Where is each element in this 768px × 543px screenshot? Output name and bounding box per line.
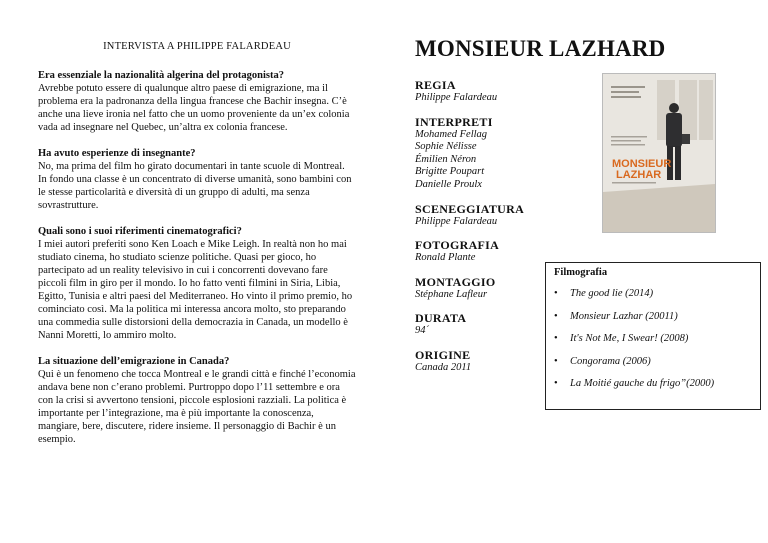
list-item [554,287,752,300]
bullet-dot-icon: • [554,333,558,344]
interview-qa-2 [38,147,356,212]
bullet-dot-icon: • [554,355,558,367]
credit-value: Sophie Nélisse [415,141,477,153]
credit-value: Danielle Proulx [415,178,482,190]
credit-label: FOTOGRAFIA [415,238,500,253]
bullet-dot-icon: • [554,378,558,389]
poster-text-line [611,91,639,93]
filmography-box [545,262,761,410]
interview-question: Quali sono i suoi riferimenti cinematografici? [38,226,242,237]
interview-answer: No, ma prima del film ho girato documentari in tante scuole di Montreal. In fondo una classe è un concentrato di diverse umanità, sono bambini con le stesse particolarità e diversità di un gruppo di adulti, ma senza sovrastrutture. [38,161,352,211]
credit-fotografia [415,238,595,265]
credit-value: Stéphane Lafleur [415,288,488,300]
credit-interpreti [415,115,595,192]
interview-qa-4 [38,355,356,446]
movie-poster [602,73,716,233]
interview-answer: I miei autori preferiti sono Ken Loach e Mike Leigh. In realtà non ho mai studiato cinema, ho studiato scienze politiche. Quasi per gioco, ho partecipato ad un reality televisivo in cui i concorrenti dovevano fare piccoli film in giro per il mondo. Io ho fatto venti filmini in Siria, Libia, Egitto, Tunisia e altri paesi del Mediterraneo. Ho vinto il primo premio, ho cominciato così. Ma la politica mi interessa ancora molto, sto preparando una commedia sulle distorsioni della democrazia in Canada, un modello è Nanni Moretti, lo ammiro molto. [38,239,353,341]
interview-answer: Avrebbe potuto essere di qualunque altro paese di emigrazione, ma il problema era la padronanza della lingua francese che Bachir insegna. C’è anche una lieve ironia nel fatto che un uomo proveniente da un’ex colonia vada ad insegnare nel Quebec, un’altra ex colonia francese. [38,83,350,133]
list-item [554,332,752,345]
interview-question: Ha avuto esperienze di insegnante? [38,148,196,159]
poster-title-line2: LAZHAR [616,169,662,181]
filmography-item-label: Monsieur Lazhar (20011) [570,310,678,322]
credit-value: 94´ [415,325,429,337]
filmography-title: Filmografia [554,267,608,278]
interview-question: La situazione dell’emigrazione in Canada? [38,356,230,367]
credit-value: Philippe Falardeau [415,215,498,227]
credit-label: SCENEGGIATURA [415,201,525,216]
poster-text-line [611,86,645,88]
poster-figure-body [666,113,682,147]
list-item [554,310,752,323]
list-item [554,355,752,368]
film-title: MONSIEUR LAZHARD [415,36,666,61]
bullet-dot-icon: • [554,288,558,299]
credit-label: DURATA [415,311,467,326]
interview-title: INTERVISTA A PHILIPPE FALARDEAU [103,41,291,52]
poster-text-line [611,144,645,146]
poster-title-line1: MONSIEUR [612,158,672,170]
credit-value: Canada 2011 [415,361,472,373]
credit-value: Émilien Néron [415,153,477,165]
poster-floor [603,184,715,232]
interview-qa-3 [38,225,356,342]
movie-poster-image [603,74,715,232]
bullet-dot-icon: • [554,310,558,322]
filmography-item-label: Congorama (2006) [570,355,651,367]
poster-text-line [611,140,641,142]
credit-regia [415,78,595,105]
poster-figure-bag [682,134,690,144]
poster-text-line [612,182,656,184]
filmography-item-label: The good lie (2014) [570,288,654,299]
interview-qa-1 [38,69,356,134]
poster-figure-leg [675,146,681,180]
credit-value: Mohamed Fellag [415,128,488,140]
filmography-item-label: La Moitié gauche du frigo”(2000) [570,378,715,389]
list-item [554,377,752,390]
credit-label: ORIGINE [415,347,471,362]
poster-figure-head [669,103,679,113]
credit-sceneggiatura [415,202,595,229]
credit-label: REGIA [415,78,456,92]
interview-answer: Qui è un fenomeno che tocca Montreal e le grandi città e finché l’economia andava bene non c’erano problemi. Purtroppo dopo l’11 settembre e ora con la crisi si avvertono tensioni, piccole esplosioni razziali. La politica è importante per l’integrazione, ma è più importante la conoscenza, mangiare, bere, discutere, ridere insieme. Il personaggio di Bachir è un esempio. [38,369,356,445]
credit-value: Philippe Falardeau [415,92,498,103]
poster-text-line [611,96,641,98]
interview-section [38,40,356,459]
interview-question: Era essenziale la nazionalità algerina del protagonista? [38,70,284,81]
filmography-item-label: It's Not Me, I Swear! (2008) [570,333,689,344]
credit-value: Brigitte Poupart [415,166,485,178]
credit-label: MONTAGGIO [415,274,496,289]
credit-label: INTERPRETI [415,114,493,129]
poster-text-line [611,136,647,138]
credit-value: Ronald Plante [415,252,476,264]
filmography-list [554,287,752,390]
poster-window [699,80,713,140]
